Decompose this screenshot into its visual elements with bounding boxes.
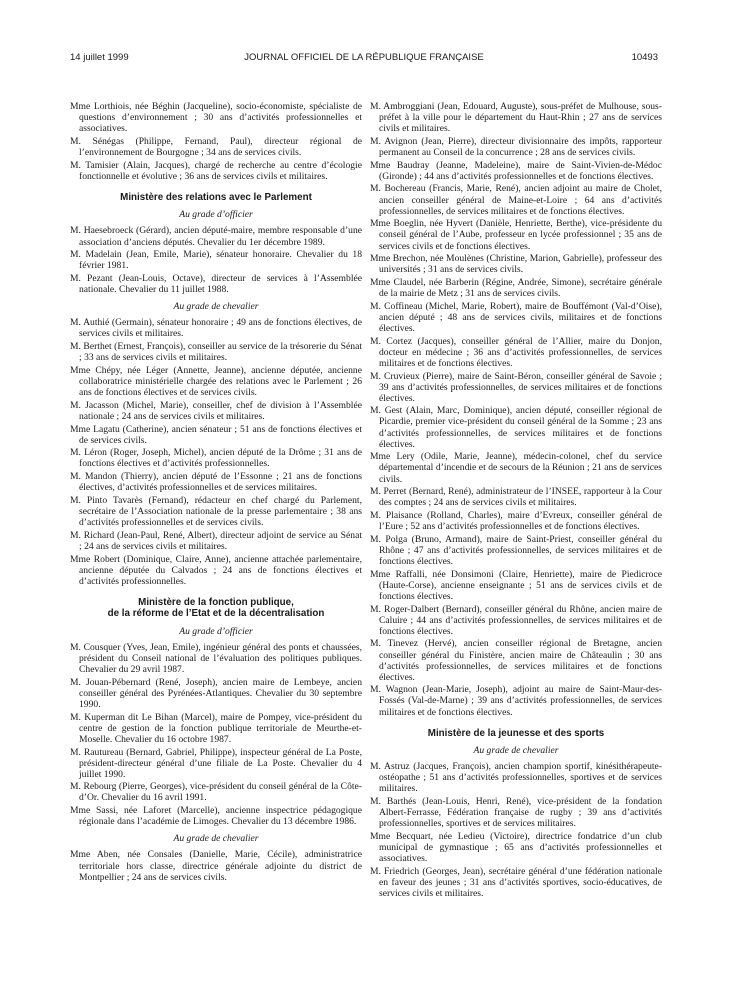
grade-heading: Au grade de chevalier — [173, 833, 259, 845]
list-item: M. Rebourg (Pierre, Georges), vice-président du conseil général de la Côte-d’Or. Chevalier du 16 avril 1991. — [70, 781, 362, 804]
list-item: Mme Robert (Dominique, Claire, Anne), ancienne attachée parlementaire, ancienne députée du Calvados ; 24 ans de fonctions électives et d’activités professionnelles. — [70, 553, 362, 587]
list-item: M. Cruvieux (Pierre), maire de Saint-Béron, conseiller général de Savoie ; 39 ans d’activités professionnelles, de services militaires et de fonctions électives. — [370, 370, 662, 404]
list-item: M. Richard (Jean-Paul, René, Albert), directeur adjoint de service au Sénat ; 24 ans de services civils et militaires. — [70, 529, 362, 552]
page-header — [70, 52, 658, 66]
section-heading: Ministère des relations avec le Parlement — [120, 191, 312, 203]
list-item: M. Coffineau (Michel, Marie, Robert), maire de Bouffémont (Val-d’Oise), ancien député ; 48 ans de services civils, militaires et de fonctions électives. — [370, 300, 662, 334]
page-number: 10493 — [631, 52, 658, 63]
list-item: Mme Baudray (Jeanne, Madeleine), maire de Saint-Vivien-de-Médoc (Gironde) ; 44 ans d’activités professionnelles et de fonctions électives. — [370, 159, 662, 182]
list-item: Mme Brechon, née Moulènes (Christine, Marion, Gabrielle), professeur des universités ; 31 ans de services civils. — [370, 253, 662, 276]
list-item: M. Kuperman dit Le Bihan (Marcel), maire de Pompey, vice-président du centre de gestion de la fonction publique territoriale de Meurthe-et-Moselle. Chevalier du 16 octobre 1987. — [70, 711, 362, 745]
list-item: M. Tinevez (Hervé), ancien conseiller régional de Bretagne, ancien conseiller général du Finistère, ancien maire de Châteaulin ; 30 ans d’activités professionnelles, de services militaires et de fonctions électives. — [370, 638, 662, 683]
list-item: Mme Boeglin, née Hyvert (Danièle, Henriette, Berthe), vice-présidente du conseil général de l’Aube, professeur en lycée professionnel ; 35 ans de services civils et de fonctions électives. — [370, 218, 662, 252]
list-item: M. Astruz (Jacques, François), ancien champion sportif, kinésithérapeute-ostéopathe ; 51 ans d’activités professionnelles, sportives et de services militaires. — [370, 761, 662, 795]
section-heading: Ministère de la jeunesse et des sports — [427, 727, 605, 739]
list-item: M. Friedrich (Georges, Jean), secrétaire général d’une fédération nationale en faveur des jeunes ; 31 ans d’activités sportives, socio-éducatives, de services civils et militaires. — [370, 865, 662, 900]
list-item: Mme Chépy, née Léger (Annette, Jeanne), ancienne députée, ancienne collaboratrice ministérielle chargée des relations avec le Parlement ; 26 ans de fonctions électives et de services civils. — [70, 364, 362, 399]
grade-heading: Au grade de chevalier — [173, 301, 259, 313]
left-column — [70, 101, 362, 884]
grade-heading: Au grade de chevalier — [473, 745, 559, 757]
list-item: M. Bochereau (Francis, Marie, René), ancien adjoint au maire de Cholet, ancien conseiller général de Maine-et-Loire ; 64 ans d’activités professionnelles, de services militaires et de fonctions électives. — [370, 183, 662, 217]
list-item: M. Léron (Roger, Joseph, Michel), ancien député de la Drôme ; 31 ans de fonctions électives et d’activités professionnelles. — [70, 447, 362, 470]
list-item: Mme Aben, née Consales (Danielle, Marie, Cécile), administratrice territoriale hors classe, directrice générale adjointe du district de Montpellier ; 24 ans de services civils. — [70, 849, 362, 883]
list-item: M. Jacasson (Michel, Marie), conseiller, chef de division à l’Assemblée nationale ; 24 ans de services civils et militaires. — [70, 399, 362, 422]
list-item: M. Avignon (Jean, Pierre), directeur divisionnaire des impôts, rapporteur permanent au Conseil de la concurrence ; 28 ans de services civils. — [370, 135, 662, 158]
list-item: M. Ambroggiani (Jean, Edouard, Auguste), sous-préfet de Mulhouse, sous-préfet à la ville pour le département du Haut-Rhin ; 27 ans de services civils et militaires. — [370, 101, 662, 135]
list-item: M. Sénégas (Philippe, Fernand, Paul), directeur régional de l’environnement de Bourgogne ; 34 ans de services civils. — [70, 135, 362, 158]
journal-title: JOURNAL OFFICIEL DE LA RÉPUBLIQUE FRANÇAISE — [244, 52, 484, 63]
list-item: Mme Raffalli, née Donsimoni (Claire, Henriette), maire de Piedicroce (Haute-Corse), ancienne enseignante ; 51 ans de services civils et de fonctions électives. — [370, 568, 662, 602]
grade-heading: Au grade d’officier — [179, 209, 253, 221]
list-item: M. Pezant (Jean-Louis, Octave), directeur de services à l’Assemblée nationale. Chevalier du 11 juillet 1988. — [70, 273, 362, 296]
list-item: M. Roger-Dalbert (Bernard), conseiller général du Rhône, ancien maire de Caluire ; 44 ans d’activités professionnelles, de services militaires et de fonctions électives. — [370, 603, 662, 637]
list-item: M. Authié (Germain), sénateur honoraire ; 49 ans de fonctions électives, de services civils et militaires. — [70, 317, 362, 340]
list-item: M. Berthet (Ernest, François), conseiller au service de la trésorerie du Sénat ; 33 ans de services civils et militaires. — [70, 341, 362, 364]
list-item: M. Cousquer (Yves, Jean, Emile), ingénieur général des ponts et chaussées, président du Conseil national de l’évaluation des politiques publiques. Chevalier du 29 avril 1987. — [70, 641, 362, 676]
list-item: M. Perret (Bernard, René), administrateur de l’INSEE, rapporteur à la Cour des comptes ; 24 ans de services civils et militaires. — [370, 486, 662, 509]
list-item: M. Pinto Tavarès (Fernand), rédacteur en chef chargé du Parlement, secrétaire de l’Association nationale de la presse parlementaire ; 38 ans d’activités professionnelles et de services civils. — [70, 494, 362, 529]
list-item: M. Jouan-Pébernard (René, Joseph), ancien maire de Lembeye, ancien conseiller général des Pyrénées-Atlantiques. Chevalier du 30 septembre 1990. — [70, 676, 362, 710]
list-item: M. Tamisier (Alain, Jacques), chargé de recherche au centre d’écologie fonctionnelle et évolutive ; 36 ans de services civils et militaires. — [70, 159, 362, 182]
list-item: Mme Becquart, née Ledieu (Victoire), directrice fondatrice d’un club municipal de gymnastique ; 65 ans d’activités professionnelles et associatives. — [370, 831, 662, 865]
section-heading — [70, 597, 362, 620]
section-heading-line: Ministère de la fonction publique, — [138, 596, 294, 608]
list-item: Mme Claudel, née Barberin (Régine, Andrée, Simone), secrétaire générale de la mairie de Metz ; 31 ans de services civils. — [370, 276, 662, 300]
list-item: M. Barthés (Jean-Louis, Henri, René), vice-président de la fondation Albert-Ferrasse, Fédération française de rugby ; 39 ans d’activités professionnelles, sportives et de services militaires. — [370, 796, 662, 830]
list-item: M. Mandon (Thierry), ancien député de l’Essonne ; 21 ans de fonctions électives, d’activités professionnelles et de services militaires. — [70, 471, 362, 494]
list-item: M. Gest (Alain, Marc, Dominique), ancien député, conseiller régional de Picardie, premier vice-président du conseil général de la Somme ; 23 ans d’activités professionnelles, de services militaires et de fonctions électives. — [370, 405, 662, 450]
list-item: M. Plaisance (Rolland, Charles), maire d’Evreux, conseiller général de l’Eure ; 52 ans d’activités professionnelles et de fonctions électives. — [370, 510, 662, 533]
right-column — [370, 101, 662, 901]
list-item: Mme Lorthiois, née Béghin (Jacqueline), socio-économiste, spécialiste de questions d’environnement ; 30 ans d’activités professionnelles et associatives. — [70, 101, 362, 135]
list-item: M. Wagnon (Jean-Marie, Joseph), adjoint au maire de Saint-Maur-des-Fossés (Val-de-Marne) ; 39 ans d’activités professionnelles, de services militaires et de fonctions électives. — [370, 684, 662, 718]
list-item: M. Polga (Bruno, Armand), maire de Saint-Priest, conseiller général du Rhône ; 47 ans d’activités professionnelles, de services militaires et de fonctions électives. — [370, 533, 662, 567]
list-item: M. Haesebroeck (Gérard), ancien député-maire, membre responsable d’une association d’anciens députés. Chevalier du 1er décembre 1989. — [70, 225, 362, 248]
list-item: Mme Lery (Odile, Marie, Jeanne), médecin-colonel, chef du service départemental d’incendie et de secours de la Réunion ; 21 ans de services civils. — [370, 451, 662, 485]
list-item: Mme Sassi, née Laforet (Marcelle), ancienne inspectrice pédagogique régionale dans l’académie de Limoges. Chevalier du 13 décembre 1986. — [70, 805, 362, 828]
grade-heading: Au grade d’officier — [179, 625, 253, 637]
section-heading-line: de la réforme de l’Etat et de la décentralisation — [107, 608, 325, 620]
list-item: M. Cortez (Jacques), conseiller général de l’Allier, maire du Donjon, docteur en médecine ; 36 ans d’activités professionnelles, de services militaires et de fonctions électives. — [370, 335, 662, 369]
list-item: M. Madelain (Jean, Emile, Marie), sénateur honoraire. Chevalier du 18 février 1981. — [70, 249, 362, 272]
list-item: M. Rautureau (Bernard, Gabriel, Philippe), inspecteur général de La Poste, président-directeur général d’une filiale de La Poste. Chevalier du 4 juillet 1990. — [70, 746, 362, 780]
list-item: Mme Lagatu (Catherine), ancien sénateur ; 51 ans de fonctions électives et de services civils. — [70, 423, 362, 446]
header-date: 14 juillet 1999 — [70, 52, 129, 63]
